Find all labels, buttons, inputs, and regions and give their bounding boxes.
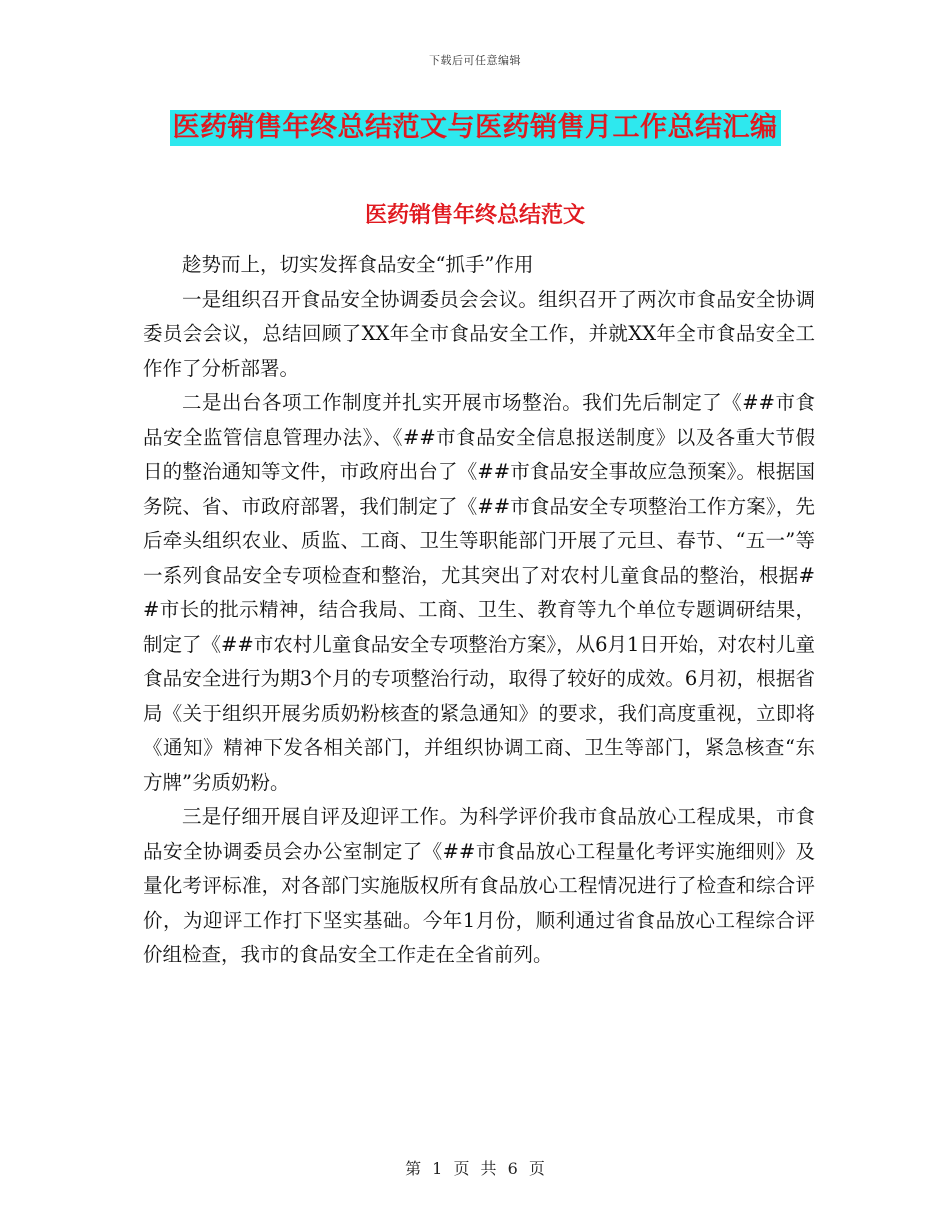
document-body xyxy=(143,248,815,973)
paragraph-heading: 趁势而上，切实发挥食品安全“抓手”作用 xyxy=(182,253,534,276)
section-title: 医药销售年终总结范文 xyxy=(364,202,585,228)
paragraph-3: 三是仔细开展自评及迎评工作。为科学评价我市食品放心工程成果，市食品安全协调委员会办公室制定了《##市食品放心工程量化考评实施细则》及量化考评标准，对各部门实施版权所有食品放心工程情况进行了检查和综合评价，为迎评工作打下坚实基础。今年1月份，顺利通过省食品放心工程综合评价组检查，我市的食品安全工作走在全省前列。 xyxy=(143,805,815,966)
main-title-container xyxy=(0,110,950,146)
page-number: 第 1 页 共 6 页 xyxy=(405,1159,545,1178)
page-header-note: 下载后可任意编辑 xyxy=(429,54,521,67)
paragraph-2: 二是出台各项工作制度并扎实开展市场整治。我们先后制定了《##市食品安全监管信息管理办法》、《##市食品安全信息报送制度》以及各重大节假日的整治通知等文件，市政府出台了《##市食品安全事故应急预案》。根据国务院、省、市政府部署，我们制定了《##市食品安全专项整治工作方案》，先后牵头组织农业、质监、工商、卫生等职能部门开展了元旦、春节、“五一”等一系列食品安全专项检查和整治，尤其突出了对农村儿童食品的整治，根据##市长的批示精神，结合我局、工商、卫生、教育等九个单位专题调研结果，制定了《##市农村儿童食品安全专项整治方案》，从6月1日开始，对农村儿童食品安全进行为期3个月的专项整治行动，取得了较好的成效。6月初，根据省局《关于组织开展劣质奶粉核查的紧急通知》的要求，我们高度重视，立即将《通知》精神下发各相关部门，并组织协调工商、卫生等部门，紧急核查“东方牌”劣质奶粉。 xyxy=(143,391,815,794)
document-main-title: 医药销售年终总结范文与医药销售月工作总结汇编 xyxy=(170,110,781,146)
paragraph-1: 一是组织召开食品安全协调委员会会议。组织召开了两次市食品安全协调委员会会议，总结回顾了XX年全市食品安全工作，并就XX年全市食品安全工作作了分析部署。 xyxy=(143,287,815,380)
